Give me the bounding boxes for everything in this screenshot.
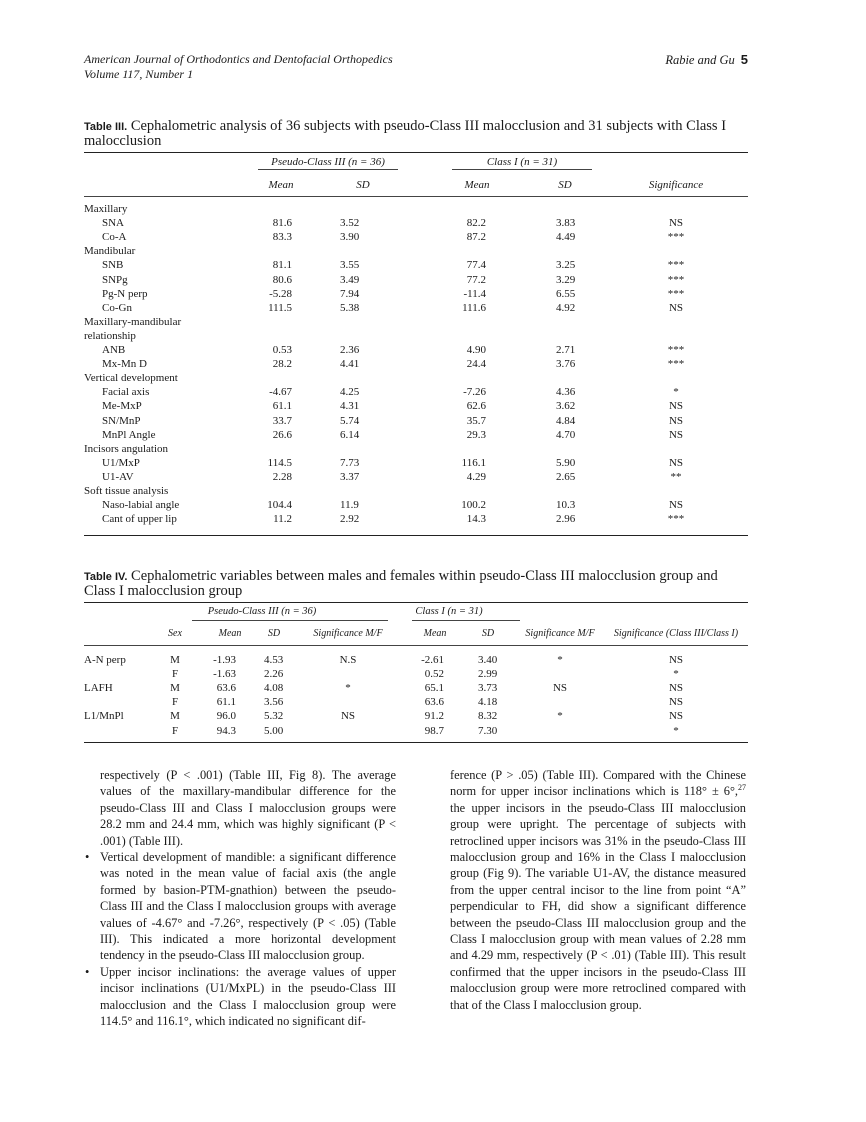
table3-row-label: Facial axis — [102, 386, 150, 399]
table3-row-label: MnPl Angle — [102, 428, 156, 441]
table4-group2-header: Class I (n = 31) — [415, 606, 483, 617]
table4-sd-class1: 4.18 — [478, 696, 498, 709]
table4-col-sigmf2: Significance M/F — [525, 628, 595, 639]
table4-col-mean2: Mean — [423, 628, 447, 639]
table4-sd-class1: 7.30 — [478, 724, 498, 737]
table4-sd-class1: 3.73 — [478, 682, 498, 695]
table3-section-title: Maxillary — [84, 203, 128, 215]
table3-mean-pseudo: 81.1 — [272, 259, 292, 272]
table3-sd-class1: 3.29 — [556, 273, 576, 286]
table4-sex: M — [170, 682, 180, 695]
table4-sig-mf-pseudo: * — [345, 682, 351, 695]
table3-sd-class1: 4.70 — [556, 428, 576, 441]
table4-sig-class: NS — [668, 696, 684, 709]
table3-sd-pseudo: 4.41 — [340, 358, 360, 371]
table3-sd-pseudo: 3.37 — [340, 470, 360, 483]
table3-sd-class1: 4.92 — [556, 301, 576, 314]
table4-sd-pseudo: 4.08 — [264, 682, 284, 695]
table4-variable: L1/MnPl — [84, 710, 124, 723]
body-bullet-vertical: • Vertical development of mandible: a significant difference was noted in the mean value of facial axis (the angle formed by basion-PTM-gnathion) between the pseudo-Class III and the Class I malocclusion groups with average values of -4.67° and -7.26°, respectively (P < .05) (Table III). This indicated a more horizontal development tendency in the pseudo-Class III malocclusion group. — [84, 849, 396, 964]
table3-mean-class1: 87.2 — [466, 231, 486, 244]
table4-sig-mf-class1: * — [557, 710, 563, 723]
table4-group1-rule — [192, 620, 388, 621]
table4-bottom-rule — [84, 742, 748, 743]
body-text-part2: the upper incisors in the pseudo-Class III malocclusion group were upright. The percentage of subjects with retroclined upper incisors was 31% in the pseudo-Class III malocclusion group and 16% in the Class I malocclusion group (Fig 9). The variable U1-AV, the distance measured from the upper central incisor to the line from point “A” perpendicular to FH, did show a significant difference between the pseudo-Class III malocclusion group and the Class I malocclusion group with mean values of 2.28 mm and 4.29 mm, respectively (P < .01) (Table III). This result confirmed that the upper incisors in the pseudo-Class III malocclusion group were more retroclined compared with that of the Class I malocclusion group. — [450, 800, 746, 1012]
table3-sd-class1: 2.65 — [556, 470, 576, 483]
table3-mean-pseudo: -5.28 — [269, 287, 292, 300]
table4-sd-pseudo: 2.26 — [264, 668, 284, 681]
table3-sd-pseudo: 4.31 — [340, 400, 360, 413]
table3-sd-pseudo: 2.36 — [340, 344, 360, 356]
table3-col-mean1: Mean — [268, 179, 294, 191]
table4-mean-pseudo: 61.1 — [216, 696, 236, 709]
table3-significance: *** — [667, 273, 685, 286]
table3-significance: NS — [668, 301, 684, 314]
table3-sd-class1: 3.83 — [556, 217, 576, 230]
table3-mean-pseudo: 104.4 — [267, 499, 292, 512]
table3-significance: *** — [667, 344, 685, 356]
table3-group2-rule — [452, 169, 592, 170]
table3-significance: *** — [667, 358, 685, 371]
table3-mean-class1: 116.1 — [461, 456, 486, 469]
table4-mean-pseudo: 96.0 — [216, 710, 236, 723]
authors: Rabie and Gu — [665, 53, 735, 67]
table3-label: Table III. — [84, 121, 128, 133]
table3-mean-class1: 29.3 — [466, 428, 486, 441]
table3-row-label: SN/MnP — [102, 414, 141, 427]
table4-top-rule — [84, 602, 748, 603]
table4-label: Table IV. — [84, 571, 128, 583]
table3-significance: NS — [668, 456, 684, 469]
table3-sd-pseudo: 3.90 — [340, 231, 360, 244]
table4-mean-class1: 91.2 — [424, 710, 444, 723]
table4-mean-pseudo: 94.3 — [216, 724, 236, 737]
table4-sd-pseudo: 3.56 — [264, 696, 284, 709]
table4-sig-mf-pseudo: NS — [340, 710, 356, 723]
table4-mean-pseudo: 63.6 — [216, 682, 236, 695]
table3-row-label: Mx-Mn D — [102, 358, 147, 371]
table4-sd-class1: 8.32 — [478, 710, 498, 723]
table3-col-mean2: Mean — [464, 179, 490, 191]
table3-section-title: Mandibular — [84, 245, 136, 258]
table4-col-sigclass: Significance (Class III/Class I) — [613, 628, 739, 639]
table3-caption — [84, 119, 748, 148]
table3-row-label: SNA — [102, 217, 125, 230]
table3-section-title: Soft tissue analysis — [84, 485, 169, 497]
table4-variable: A-N perp — [84, 654, 126, 666]
table3-mean-pseudo: 28.2 — [272, 358, 292, 371]
table3-section-title: Vertical development — [84, 372, 178, 385]
table3-mean-pseudo: 26.6 — [272, 428, 292, 441]
table4-col-mean1: Mean — [218, 628, 242, 639]
table3-sd-class1: 10.3 — [556, 499, 576, 512]
table4-group1-header: Pseudo-Class III (n = 36) — [207, 606, 317, 617]
table3-group2-header: Class I (n = 31) — [486, 156, 558, 168]
table3-mean-pseudo: 81.6 — [272, 217, 292, 230]
table3-significance: *** — [667, 231, 685, 244]
table3-sd-class1: 6.55 — [556, 287, 576, 300]
running-header — [84, 52, 393, 82]
table4-col-sd2: SD — [481, 628, 495, 639]
body-left-column — [100, 767, 396, 1030]
body-paragraph-right — [450, 767, 746, 1013]
body-paragraph: respectively (P < .001) (Table III, Fig 8). The average values of the maxillary-mandibular difference for the pseudo-Class III and Class I malocclusion groups were 28.2 mm and 24.4 mm, which was highly significant (P < .001) (Table III). — [100, 768, 396, 848]
table3-sd-class1: 3.76 — [556, 358, 576, 371]
table4-mean-class1: 98.7 — [424, 724, 444, 737]
table3-mean-class1: 4.29 — [466, 470, 486, 483]
table4-sig-mf-class1: NS — [552, 682, 568, 695]
table3-row-label: Cant of upper lip — [102, 513, 177, 526]
table4-variable: LAFH — [84, 682, 113, 695]
table3-significance: NS — [668, 499, 684, 512]
table3-mean-pseudo: 33.7 — [272, 414, 292, 427]
table4-sd-pseudo: 5.32 — [264, 710, 284, 723]
table3-row-label: Co-A — [102, 231, 127, 244]
table3-sd-class1: 5.90 — [556, 456, 576, 469]
table3-row-label: Pg-N perp — [102, 287, 148, 300]
table3-top-rule — [84, 152, 748, 153]
table4-group2-rule — [412, 620, 520, 621]
table4-col-sigmf1: Significance M/F — [313, 628, 383, 639]
reference-number: 27 — [738, 783, 746, 793]
table3-mean-pseudo: 2.28 — [272, 470, 292, 483]
table4-sd-class1: 3.40 — [478, 654, 498, 666]
table4-sig-class: * — [673, 724, 679, 737]
table3-sd-pseudo: 6.14 — [340, 428, 360, 441]
journal-title: American Journal of Orthodontics and Dentofacial Orthopedics — [84, 52, 393, 66]
table3-significance: * — [673, 386, 679, 399]
table3-mean-pseudo: 83.3 — [272, 231, 292, 244]
table3-mean-pseudo: 0.53 — [272, 344, 292, 356]
table4-sig-class: NS — [668, 710, 684, 723]
table3-mean-pseudo: 80.6 — [272, 273, 292, 286]
table4-sd-pseudo: 5.00 — [264, 724, 284, 737]
table4-sex: M — [170, 710, 180, 723]
table3-mean-pseudo: -4.67 — [269, 386, 292, 399]
table3-sd-pseudo: 3.55 — [340, 259, 360, 272]
table3-sd-pseudo: 3.49 — [340, 273, 360, 286]
table3-header-rule — [84, 196, 748, 197]
table3-mean-pseudo: 61.1 — [272, 400, 292, 413]
table3-mean-class1: -7.26 — [463, 386, 486, 399]
table4-mean-class1: 65.1 — [424, 682, 444, 695]
table4-col-sex: Sex — [168, 628, 182, 639]
table4-mean-pseudo: -1.63 — [213, 668, 236, 681]
table3-row-label: U1/MxP — [102, 456, 140, 469]
table3-row-label: U1-AV — [102, 470, 134, 483]
table3-sd-class1: 4.36 — [556, 386, 576, 399]
table4-sd-class1: 2.99 — [478, 668, 498, 681]
table3-sd-pseudo: 7.73 — [340, 456, 360, 469]
table4-sd-pseudo: 4.53 — [264, 654, 284, 666]
table4-mean-class1: 0.52 — [424, 668, 444, 681]
table3-caption-text: Cephalometric analysis of 36 subjects with pseudo-Class III malocclusion and 31 subjects with Class I malocclusion — [84, 118, 727, 149]
table3-mean-class1: 77.2 — [466, 273, 486, 286]
table3-mean-class1: 4.90 — [466, 344, 486, 356]
table3-mean-class1: 24.4 — [466, 358, 486, 371]
table3-bottom-rule — [84, 535, 748, 536]
volume-number: Volume 117, Number 1 — [84, 67, 194, 81]
table4-sex: M — [170, 654, 180, 666]
table4-sig-class: NS — [668, 682, 684, 695]
table3-group1-rule — [258, 169, 398, 170]
table3-col-sd2: SD — [558, 179, 572, 191]
table3-mean-class1: 100.2 — [461, 499, 486, 512]
table3-row-label: ANB — [102, 344, 126, 356]
table3-sd-pseudo: 5.38 — [340, 301, 360, 314]
table3-mean-pseudo: 11.2 — [273, 513, 292, 526]
table3-row-label: Naso-labial angle — [102, 499, 180, 512]
table3-significance: *** — [667, 513, 685, 526]
table3-group1-header: Pseudo-Class III (n = 36) — [271, 156, 385, 168]
table3-sd-class1: 4.49 — [556, 231, 576, 244]
table3-mean-class1: 62.6 — [466, 400, 486, 413]
table3-significance: *** — [667, 259, 685, 272]
table4-col-sd1: SD — [267, 628, 281, 639]
table3-mean-class1: 82.2 — [466, 217, 486, 230]
table3-mean-class1: -11.4 — [463, 287, 486, 300]
table3-row-label: SNPg — [102, 273, 128, 286]
table4-sig-class: * — [673, 668, 679, 681]
table3-mean-pseudo: 111.5 — [268, 301, 292, 314]
table3-sd-pseudo: 4.25 — [340, 386, 360, 399]
table3-sd-pseudo: 11.9 — [340, 499, 359, 512]
table3-mean-class1: 14.3 — [466, 513, 486, 526]
table4-header-rule — [84, 645, 748, 646]
table3-mean-pseudo: 114.5 — [267, 456, 292, 469]
page-number: 5 — [740, 52, 748, 67]
table4-caption — [84, 569, 748, 598]
table3-sd-class1: 3.25 — [556, 259, 576, 272]
table4-mean-class1: -2.61 — [421, 654, 444, 666]
table3-row-label: Co-Gn — [102, 301, 132, 314]
table4-sex: F — [171, 724, 179, 737]
table3-section-title: Incisors angulation — [84, 442, 169, 455]
table3-significance: NS — [668, 428, 684, 441]
table3-sd-pseudo: 7.94 — [340, 287, 360, 300]
table3-sd-pseudo: 5.74 — [340, 414, 360, 427]
table3-significance: *** — [667, 287, 685, 300]
table4-sig-class: NS — [668, 654, 684, 666]
author-page — [665, 52, 748, 68]
table3-row-label: Me-MxP — [102, 400, 142, 413]
table3-sd-class1: 3.62 — [556, 400, 576, 413]
table3-sd-pseudo: 2.92 — [340, 513, 360, 526]
table3-sd-class1: 4.84 — [556, 414, 576, 427]
body-right-column — [450, 767, 746, 1013]
table4-mean-pseudo: -1.93 — [213, 654, 236, 666]
table3-significance: NS — [668, 217, 684, 230]
table3-sd-class1: 2.96 — [556, 513, 576, 526]
table3-sd-class1: 2.71 — [556, 344, 576, 356]
body-bullet-incisor: • Upper incisor inclinations: the average values of upper incisor inclinations (U1/MxPL) in the pseudo-Class III malocclusion and the Class I malocclusion group were 114.5° and 116.1°, which indicated no significant dif- — [84, 964, 396, 1030]
table3-row-label: SNB — [102, 259, 124, 272]
table3-mean-class1: 77.4 — [466, 259, 486, 272]
table4-sex: F — [171, 696, 179, 709]
table3-section-title: Maxillary-mandibular relationship — [84, 315, 182, 342]
table3-significance: NS — [668, 414, 684, 427]
table4-mean-class1: 63.6 — [424, 696, 444, 709]
table4-sig-mf-pseudo: N.S — [339, 654, 357, 666]
table3-significance: NS — [668, 400, 684, 413]
table4-caption-text: Cephalometric variables between males and females within pseudo-Class III malocclusion group and Class I malocclusion group — [84, 568, 718, 599]
table3-col-sd1: SD — [356, 179, 370, 191]
body-text-part1: ference (P > .05) (Table III). Compared with the Chinese norm for upper incisor inclinations which is 118° ± 6°, — [450, 768, 746, 799]
table4-sig-mf-class1: * — [557, 654, 563, 666]
table3-sd-pseudo: 3.52 — [340, 217, 360, 230]
table3-mean-class1: 111.6 — [462, 301, 486, 314]
table4-sex: F — [171, 668, 179, 681]
table3-significance: ** — [670, 470, 682, 483]
table3-col-sig: Significance — [648, 179, 704, 191]
table3-mean-class1: 35.7 — [466, 414, 486, 427]
